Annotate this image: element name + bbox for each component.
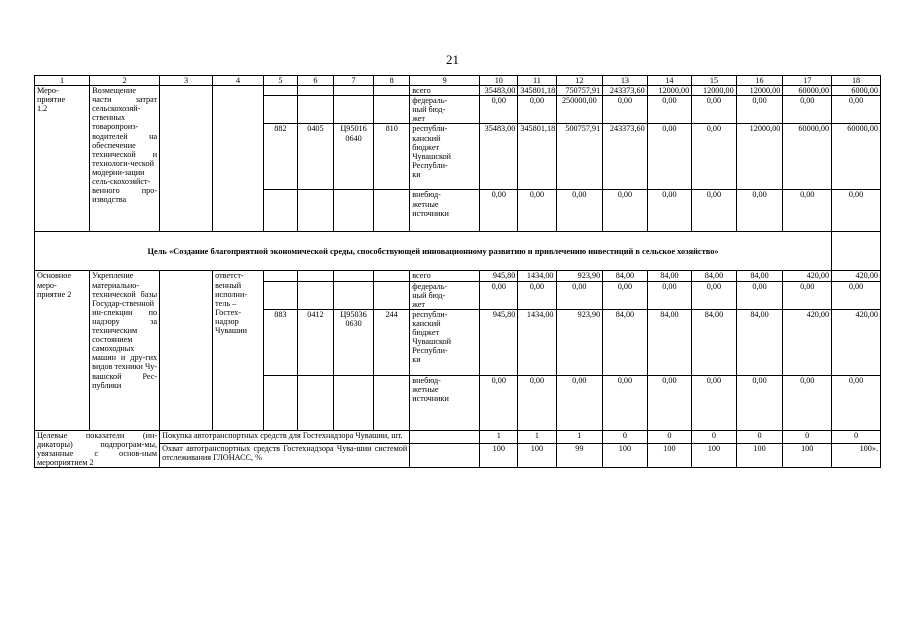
code-cell: [297, 271, 333, 281]
value-cell: 1434,00: [518, 271, 556, 281]
header-cell: 11: [518, 76, 556, 86]
value-cell: 0,00: [603, 96, 648, 124]
value-cell: 0,00: [556, 375, 603, 430]
value-cell: 420,00: [783, 309, 832, 375]
value-cell: 0,00: [736, 96, 783, 124]
code-target: Ц95016 0640: [333, 124, 373, 190]
indicator-value: 1: [518, 430, 556, 443]
header-cell: 8: [374, 76, 410, 86]
value-cell: 0,00: [692, 96, 737, 124]
activity-description: Возмещение части затрат сельскохозяй-ственных товаропроиз-водителей на обеспечение технической и технологи-ческой модерни-зации сель-скохозяйст-венного про-изводства: [90, 86, 160, 232]
source-label: внебюд- жетные источники: [410, 375, 480, 430]
value-cell: 420,00: [832, 271, 881, 281]
value-cell: 84,00: [647, 309, 692, 375]
source-label: федераль- ный бюд- жет: [410, 96, 480, 124]
header-cell: 3: [160, 76, 213, 86]
value-cell: 84,00: [603, 309, 648, 375]
header-cell: 4: [213, 76, 264, 86]
table-row: [35, 271, 881, 281]
value-cell: 0,00: [692, 124, 737, 190]
value-cell: 0,00: [736, 281, 783, 309]
code-cell: [333, 86, 373, 96]
value-cell: 923,90: [556, 309, 603, 375]
value-cell: 420,00: [832, 309, 881, 375]
indicators-label: Целевые показатели (ин-дикаторы) подпрограм-мы, увязанные с основ-ным мероприятием 2: [35, 430, 160, 467]
goal-text: Цель «Создание благоприятной экономической среды, способствующей инновационному развитию и привлечению инвестиций в сельское хозяйство»: [35, 232, 832, 271]
code-cell: [263, 96, 297, 124]
code-cell: [333, 190, 373, 232]
indicator-row: [35, 443, 881, 468]
activity-description: Укрепление материально-технической базы Государ-ственной ин-спекции по надзору за техническим состоянием самоходных машин и дру-гих видов техники Чу-вашской Рес-публики: [90, 271, 160, 430]
indicator-value: 0: [603, 430, 648, 443]
value-cell: 0,00: [480, 96, 518, 124]
block-main-activity-2: [35, 271, 881, 430]
activity-id: Основное меро- приятие 2: [35, 271, 90, 430]
value-cell: 0,00: [692, 375, 737, 430]
value-cell: 243373,60: [603, 86, 648, 96]
indicator-value: 100: [783, 443, 832, 468]
code-cell: [333, 271, 373, 281]
value-cell: 12000,00: [647, 86, 692, 96]
indicator-value: 0: [647, 430, 692, 443]
value-cell: 0,00: [518, 96, 556, 124]
budget-table: [34, 75, 881, 468]
code-cell: [333, 375, 373, 430]
value-cell: 0,00: [647, 190, 692, 232]
code-cell: [374, 190, 410, 232]
value-cell: 0,00: [556, 190, 603, 232]
indicators-block: [35, 430, 881, 467]
value-cell: 0,00: [518, 281, 556, 309]
source-label: федераль- ный бюд- жет: [410, 281, 480, 309]
header-row: [35, 76, 881, 86]
code-cell: [263, 281, 297, 309]
header-cell: 7: [333, 76, 373, 86]
value-cell: 84,00: [736, 309, 783, 375]
value-cell: 243373,60: [603, 124, 648, 190]
code-type: 810: [374, 124, 410, 190]
value-cell: 0,00: [518, 190, 556, 232]
header-cell: 13: [603, 76, 648, 86]
goal-side-cell: [832, 232, 881, 271]
source-label: республи- канский бюджет Чувашской Республи- ки: [410, 309, 480, 375]
value-cell: 0,00: [783, 96, 832, 124]
value-cell: 0,00: [480, 281, 518, 309]
code-section: 0412: [297, 309, 333, 375]
value-cell: 60000,00: [783, 124, 832, 190]
code-cell: [263, 375, 297, 430]
indicator-value: 100: [647, 443, 692, 468]
code-cell: [297, 190, 333, 232]
code-cell: [297, 96, 333, 124]
value-cell: 945,80: [480, 309, 518, 375]
value-cell: 0,00: [832, 190, 881, 232]
header-cell: 9: [410, 76, 480, 86]
value-cell: 12000,00: [736, 124, 783, 190]
value-cell: 0,00: [647, 375, 692, 430]
value-cell: 345801,18: [518, 86, 556, 96]
indicator-name: Покупка автотранспортных средств для Гостехнадзора Чувашии, шт.: [160, 430, 410, 443]
indicator-value: 0: [832, 430, 881, 443]
code-cell: [263, 190, 297, 232]
code-cell: [333, 96, 373, 124]
indicator-spacer: [410, 430, 480, 443]
indicator-row: [35, 430, 881, 443]
source-label: всего: [410, 86, 480, 96]
value-cell: 0,00: [692, 281, 737, 309]
value-cell: 0,00: [736, 190, 783, 232]
header-cell: 16: [736, 76, 783, 86]
value-cell: 923,90: [556, 271, 603, 281]
value-cell: 500757,91: [556, 124, 603, 190]
responsible-executor: ответст- венный исполни- тель – Гостех- надзор Чувашии: [213, 271, 264, 430]
indicator-value: 100: [518, 443, 556, 468]
indicator-value: 100: [603, 443, 648, 468]
value-cell: 0,00: [832, 375, 881, 430]
code-cell: [374, 375, 410, 430]
indicator-spacer: [410, 443, 480, 468]
value-cell: 0,00: [832, 281, 881, 309]
value-cell: 12000,00: [736, 86, 783, 96]
value-cell: 0,00: [518, 375, 556, 430]
code-cell: [297, 375, 333, 430]
header-cell: 17: [783, 76, 832, 86]
header-cell: 14: [647, 76, 692, 86]
value-cell: 0,00: [736, 375, 783, 430]
header-cell: 10: [480, 76, 518, 86]
table-row: [35, 86, 881, 96]
indicator-value: 100».: [832, 443, 881, 468]
code-cell: [374, 271, 410, 281]
value-cell: 0,00: [647, 96, 692, 124]
indicator-value: 99: [556, 443, 603, 468]
code-cell: [333, 281, 373, 309]
block-activity-1-2: [35, 86, 881, 232]
header-cell: 2: [90, 76, 160, 86]
value-cell: 0,00: [783, 375, 832, 430]
header-cell: 1: [35, 76, 90, 86]
source-label: республи- канский бюджет Чувашской Республи- ки: [410, 124, 480, 190]
value-cell: 345801,18: [518, 124, 556, 190]
value-cell: 250000,00: [556, 96, 603, 124]
indicator-value: 0: [692, 430, 737, 443]
coexecutor-cell: [160, 271, 213, 430]
code-admin: 882: [263, 124, 297, 190]
code-cell: [374, 96, 410, 124]
indicator-value: 100: [692, 443, 737, 468]
header-cell: 12: [556, 76, 603, 86]
value-cell: 6000,00: [832, 86, 881, 96]
indicator-value: 0: [736, 430, 783, 443]
code-section: 0405: [297, 124, 333, 190]
code-cell: [374, 86, 410, 96]
value-cell: 60000,00: [832, 124, 881, 190]
header-cell: 5: [263, 76, 297, 86]
value-cell: 0,00: [556, 281, 603, 309]
value-cell: 0,00: [647, 124, 692, 190]
indicator-value: 1: [556, 430, 603, 443]
activity-id: Меро- приятие 1.2: [35, 86, 90, 232]
executor-cell: [213, 86, 264, 232]
coexecutor-cell: [160, 86, 213, 232]
value-cell: 0,00: [480, 190, 518, 232]
value-cell: 84,00: [603, 271, 648, 281]
value-cell: 0,00: [647, 281, 692, 309]
value-cell: 750757,91: [556, 86, 603, 96]
value-cell: 35483,00: [480, 86, 518, 96]
value-cell: 0,00: [603, 375, 648, 430]
value-cell: 60000,00: [783, 86, 832, 96]
source-label: внебюд- жетные источники: [410, 190, 480, 232]
value-cell: 84,00: [692, 309, 737, 375]
code-target: Ц95036 0630: [333, 309, 373, 375]
code-cell: [297, 281, 333, 309]
value-cell: 84,00: [736, 271, 783, 281]
value-cell: 0,00: [783, 190, 832, 232]
source-label: всего: [410, 271, 480, 281]
value-cell: 0,00: [480, 375, 518, 430]
value-cell: 0,00: [692, 190, 737, 232]
value-cell: 12000,00: [692, 86, 737, 96]
indicator-value: 1: [480, 430, 518, 443]
header-cell: 6: [297, 76, 333, 86]
value-cell: 84,00: [647, 271, 692, 281]
page-number: 21: [446, 52, 459, 67]
code-admin: 883: [263, 309, 297, 375]
value-cell: 35483,00: [480, 124, 518, 190]
code-cell: [374, 281, 410, 309]
value-cell: 420,00: [783, 271, 832, 281]
goal-row: [35, 232, 881, 271]
value-cell: 0,00: [603, 281, 648, 309]
indicator-value: 0: [783, 430, 832, 443]
code-type: 244: [374, 309, 410, 375]
value-cell: 945,80: [480, 271, 518, 281]
indicator-name: Охват автотранспортных средств Гостехнадзора Чува-шии системой отслеживания ГЛОНАСС, %: [160, 443, 410, 468]
indicator-value: 100: [480, 443, 518, 468]
value-cell: 84,00: [692, 271, 737, 281]
value-cell: 1434,00: [518, 309, 556, 375]
header-cell: 18: [832, 76, 881, 86]
value-cell: 0,00: [603, 190, 648, 232]
value-cell: 0,00: [832, 96, 881, 124]
code-cell: [263, 271, 297, 281]
value-cell: 0,00: [783, 281, 832, 309]
indicator-value: 100: [736, 443, 783, 468]
header-cell: 15: [692, 76, 737, 86]
code-cell: [263, 86, 297, 96]
code-cell: [297, 86, 333, 96]
